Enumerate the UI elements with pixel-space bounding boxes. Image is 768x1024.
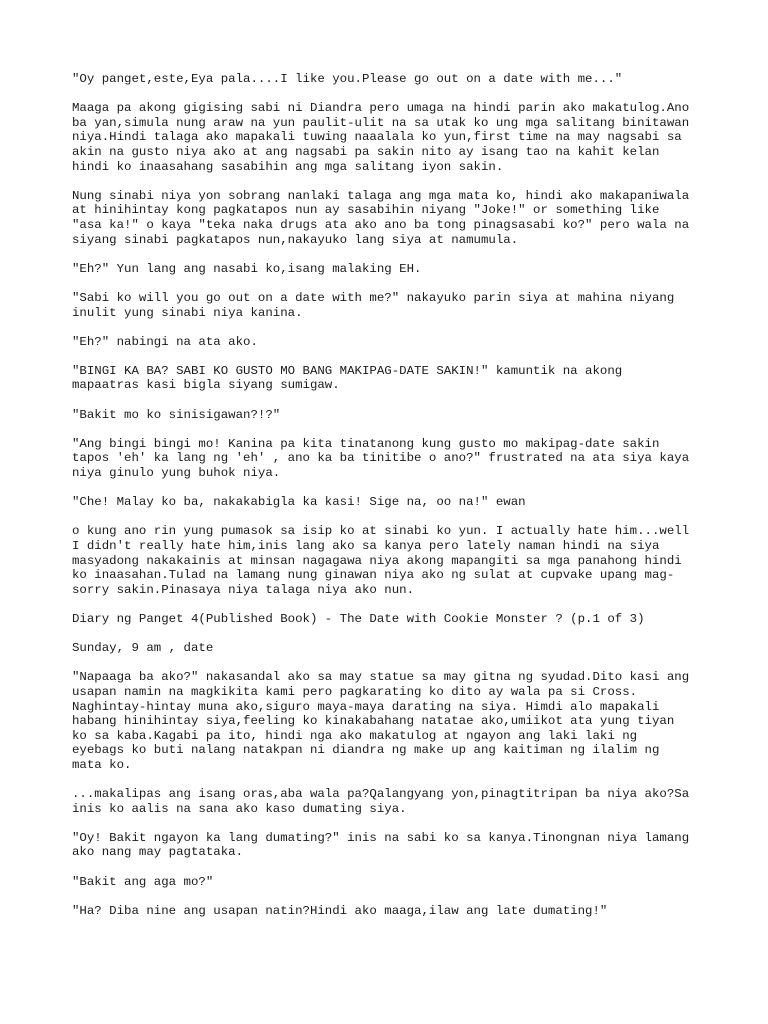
paragraph	[72, 437, 702, 481]
paragraph	[72, 101, 702, 174]
text-line: habang hinihintay siya,feeling ko kinakabahang natatae ako,umiikot ata yung tiyan	[72, 714, 675, 729]
text-line: ba yan,simula nung araw na yun paulit-ulit na sa utak ko ung mga salitang binitawan	[72, 115, 690, 130]
text-line: inulit yung sinabi niya kanina.	[72, 305, 303, 320]
text-line: niya.Hindi talaga ako mapakali tuwing naaalala ko yun,first time na may nagsabi sa	[72, 130, 682, 145]
text-line: Maaga pa akong gigising sabi ni Diandra pero umaga na hindi parin ako makatulog.Ano	[72, 101, 690, 116]
text-line: "Ang bingi bingi mo! Kanina pa kita tinatanong kung gusto mo makipag-date sakin	[72, 436, 660, 451]
paragraph	[72, 875, 702, 890]
text-line: niya ginulo yung buhok niya.	[72, 466, 281, 481]
text-line: "Che! Malay ko ba, nakakabigla ka kasi! Sige na, oo na!" ewan	[72, 495, 526, 510]
paragraph	[72, 904, 702, 919]
text-line: hindi ko inaasahang sasabihin ang mga salitang iyon sakin.	[72, 159, 504, 174]
paragraph	[72, 612, 702, 627]
paragraph	[72, 262, 702, 277]
text-line: I didn't really hate him,inis lang ako sa kanya pero lately naman hindi na siya	[72, 539, 660, 553]
text-line: mata ko.	[72, 757, 132, 772]
text-line: "Napaaga ba ako?" nakasandal ako sa may statue sa may gitna ng syudad.Dito kasi ang	[72, 670, 690, 685]
paragraph	[72, 670, 702, 772]
text-line: "Eh?" nabingi na ata ako.	[72, 334, 258, 349]
text-line: "Ha? Diba nine ang usapan natin?Hindi ako maaga,ilaw ang late dumating!"	[72, 903, 608, 918]
paragraph	[72, 335, 702, 350]
text-line: "Oy panget,este,Eya pala....I like you.Please go out on a date with me..."	[72, 72, 623, 86]
text-line: ko sa kaba.Kagabi pa ito, hindi nga ako makatulog at ngayon ang laki laki ng	[72, 728, 638, 743]
text-line: usapan namin na magkikita kami pero pagkarating ko dito ay wala pa si Cross.	[72, 684, 638, 699]
text-line: at hinihintay kong pagkatapos nun ay sasabihin niyang "Joke!" or something like	[72, 203, 660, 218]
paragraph	[72, 189, 702, 247]
paragraph	[72, 831, 702, 860]
paragraph	[72, 524, 702, 597]
text-line: Sunday, 9 am , date	[72, 641, 214, 656]
text-line: "Bakit mo ko sinisigawan?!?"	[72, 407, 281, 422]
text-line: "Bakit ang aga mo?"	[72, 874, 214, 889]
text-line: "Oy! Bakit ngayon ka lang dumating?" inis na sabi ko sa kanya.Tinongnan niya lamang	[72, 830, 690, 845]
paragraph	[72, 787, 702, 816]
text-line: "BINGI KA BA? SABI KO GUSTO MO BANG MAKIPAG-DATE SAKIN!" kamuntik na akong	[72, 363, 623, 378]
text-line: Diary ng Panget 4(Published Book) - The Date with Cookie Monster ? (p.1 of 3)	[72, 611, 645, 626]
text-line: tapos 'eh' ka lang ng 'eh' , ano ka ba tinitibe o ano?" frustrated na ata siya kaya	[72, 451, 690, 466]
text-line: inis ko aalis na sana ako kaso dumating siya.	[72, 801, 407, 816]
paragraph	[72, 291, 702, 320]
text-line: siyang sinabi pagkatapos nun,nakayuko lang siya at namumula.	[72, 232, 519, 247]
text-line: sorry sakin.Pinasaya niya talaga niya ako nun.	[72, 582, 415, 597]
text-line: Nung sinabi niya yon sobrang nanlaki talaga ang mga mata ko, hindi ako makapaniwala	[72, 188, 690, 203]
text-line: Naghintay-hintay muna ako,siguro maya-maya darating na siya. Himdi alo mapakali	[72, 699, 660, 714]
document-page	[72, 72, 702, 933]
paragraph	[72, 495, 702, 510]
text-line: mapaatras kasi bigla siyang sumigaw.	[72, 378, 340, 393]
text-line: akin na gusto niya ako at ang nagsabi pa sakin nito ay isang tao na kahit kelan	[72, 144, 660, 159]
text-line: "Sabi ko will you go out on a date with me?" nakayuko parin siya at mahina niyang	[72, 290, 675, 305]
paragraph	[72, 364, 702, 393]
text-line: "Eh?" Yun lang ang nasabi ko,isang malaking EH.	[72, 261, 422, 276]
text-line: ako nang may pagtataka.	[72, 845, 244, 860]
text-line: ko inaasahan.Tulad na lamang nung ginawan niya ako ng sulat at cupvake upang mag-	[72, 568, 675, 583]
paragraph	[72, 72, 702, 87]
text-line: o kung ano rin yung pumasok sa isip ko at sinabi ko yun. I actually hate him...well	[72, 524, 690, 539]
paragraph	[72, 641, 702, 656]
paragraph	[72, 408, 702, 423]
text-line: "asa ka!" o kaya "teka naka drugs ata ako ano ba tong pinagsasabi ko?" pero wala na	[72, 217, 690, 232]
text-line: eyebags ko buti nalang natakpan ni diandra ng make up ang kaitiman ng ilalim ng	[72, 743, 660, 758]
text-line: masyadong nakakainis at minsan nagagawa niya akong mapangiti sa mga panahong hindi	[72, 553, 682, 568]
text-line: ...makalipas ang isang oras,aba wala pa?Qalangyang yon,pinagtitripan ba niya ako?Sa	[72, 787, 690, 802]
